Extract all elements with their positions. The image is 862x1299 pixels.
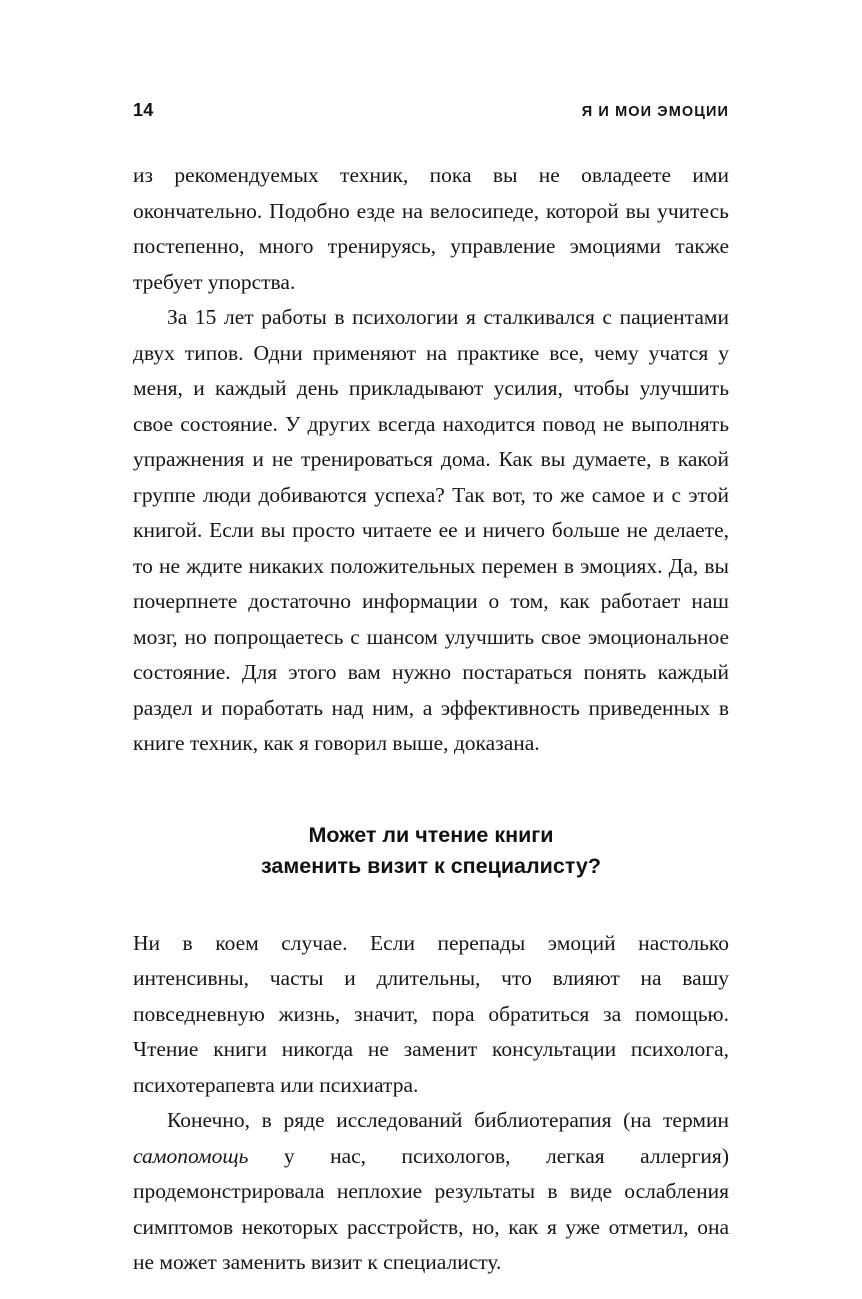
section-heading	[133, 820, 729, 882]
section-heading-line-1: Может ли чтение книги	[308, 822, 554, 847]
paragraph-patients: За 15 лет работы в психологии я сталкивался с пациентами двух типов. Одни применяют на практике все, чему учатся у меня, и каждый день прикладывают усилия, чтобы улучшить свое состояние. У других всегда находится повод не выполнять упражнения и не тренироваться дома. Как вы думаете, в какой группе люди добиваются успеха? Так вот, то же самое и с этой книгой. Если вы просто читаете ее и ничего больше не делаете, то не ждите никаких положительных перемен в эмоциях. Да, вы почерпнете достаточно информации о том, как работает наш мозг, но попрощаетесь с шансом улучшить свое эмоциональное состояние. Для этого вам нужно постараться понять каждый раздел и поработать над ним, а эффективность приведенных в книге техник, как я говорил выше, доказана.	[133, 305, 729, 755]
paragraph-bibliotherapy	[133, 1103, 729, 1281]
term-self-help: самопомощь	[133, 1143, 249, 1168]
section-heading-line-2: заменить визит к специалисту?	[260, 853, 601, 878]
page-body	[133, 158, 729, 1281]
page-header	[133, 100, 729, 121]
paragraph-continuation: из рекомендуемых техник, пока вы не овладеете ими окончательно. Подобно езде на велосипеде, которой вы учитесь постепенно, много тренируясь, управление эмоциями также требует упорства.	[133, 163, 729, 294]
paragraph-bibliotherapy-part-2: у нас, психологов, легкая аллергия) продемонстрировала неплохие результаты в виде ослабления симптомов некоторых расстройств, но, как я уже отметил, она не может заменить визит к специалисту.	[133, 1143, 729, 1274]
running-title: Я И МОИ ЭМОЦИИ	[581, 104, 729, 120]
paragraph-bibliotherapy-part-1: Конечно, в ряде исследований библиотерапия (на термин	[167, 1108, 729, 1132]
page-number: 14	[133, 100, 154, 120]
paragraph-no-way: Ни в коем случае. Если перепады эмоций настолько интенсивны, часты и длительны, что влияют на вашу повседневную жизнь, значит, пора обратиться за помощью. Чтение книги никогда не заменит консультации психолога, психотерапевта или психиатра.	[133, 930, 729, 1097]
